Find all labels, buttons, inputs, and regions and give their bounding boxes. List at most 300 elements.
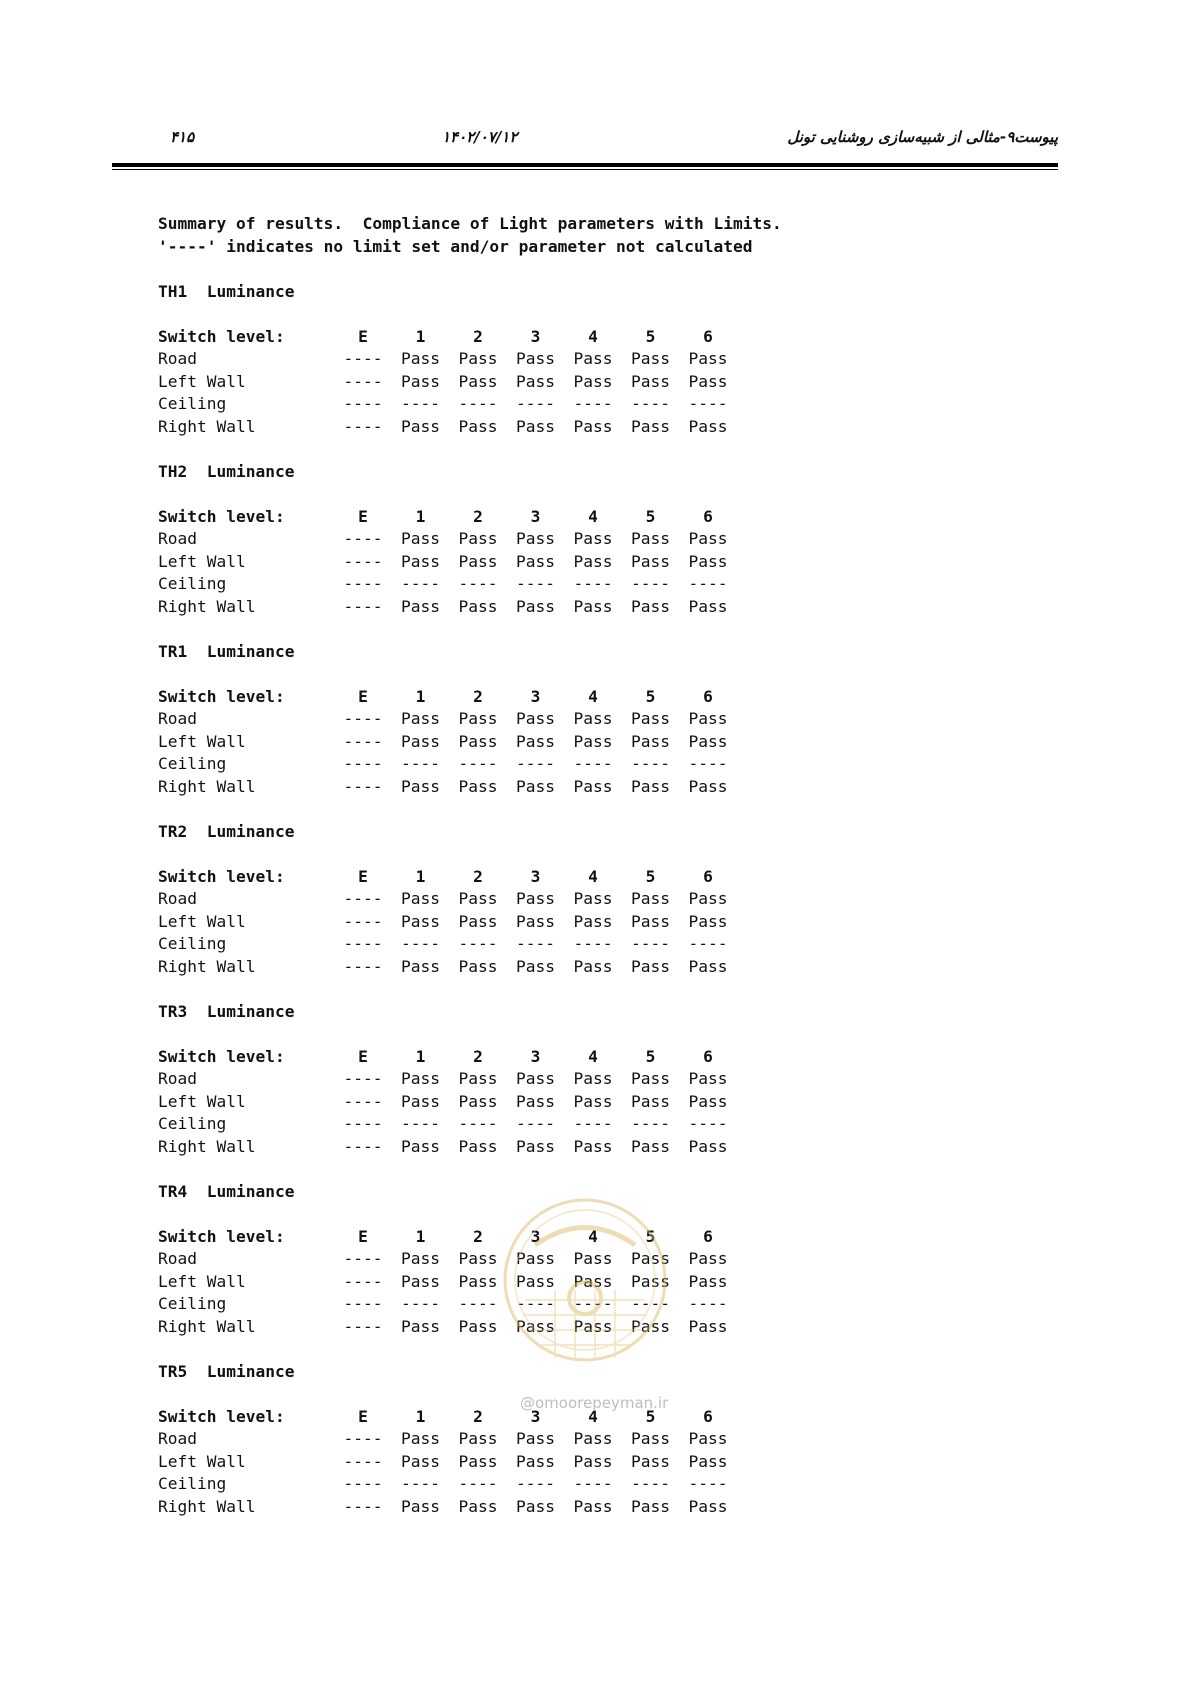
result-cell: Pass bbox=[631, 1249, 670, 1268]
result-cell: ---- bbox=[343, 1496, 383, 1516]
result-cell: ---- bbox=[688, 1294, 728, 1313]
level-header: 2 bbox=[473, 866, 483, 886]
result-cell: ---- bbox=[516, 394, 555, 413]
result-cell: Pass bbox=[573, 1136, 613, 1156]
result-cell: ---- bbox=[458, 1114, 498, 1133]
result-cell: ---- bbox=[343, 1474, 383, 1493]
result-cell: Pass bbox=[458, 596, 498, 616]
result-cell: ---- bbox=[343, 371, 383, 391]
result-cell: Pass bbox=[688, 1316, 728, 1336]
result-cell: Pass bbox=[401, 731, 440, 751]
row-label: Road bbox=[158, 1069, 197, 1088]
result-cell: Pass bbox=[688, 416, 728, 436]
result-cell: Pass bbox=[516, 1496, 555, 1516]
result-cell: ---- bbox=[343, 1294, 383, 1313]
result-cell: Pass bbox=[573, 416, 613, 436]
result-cell: ---- bbox=[573, 394, 613, 413]
level-header: 4 bbox=[588, 506, 598, 526]
row-label: Left Wall bbox=[158, 1091, 246, 1111]
row-label: Right Wall bbox=[158, 596, 256, 616]
row-label: Left Wall bbox=[158, 731, 246, 751]
row-label: Ceiling bbox=[158, 1474, 227, 1493]
result-cell: Pass bbox=[573, 1316, 613, 1336]
result-row bbox=[158, 1496, 782, 1519]
row-label: Left Wall bbox=[158, 551, 246, 571]
result-cell: Pass bbox=[688, 911, 728, 931]
result-cell: ---- bbox=[343, 911, 383, 931]
result-cell: Pass bbox=[688, 956, 728, 976]
result-row bbox=[158, 888, 782, 911]
result-cell: Pass bbox=[516, 1091, 555, 1111]
result-row bbox=[158, 528, 782, 551]
spacer bbox=[158, 1158, 782, 1181]
result-cell: Pass bbox=[516, 371, 555, 391]
spacer bbox=[158, 1383, 782, 1406]
header-date: ۱۴۰۲/۰۷/۱۲ bbox=[442, 128, 518, 146]
result-cell: ---- bbox=[458, 394, 498, 413]
report-body bbox=[158, 213, 782, 1518]
result-cell: Pass bbox=[516, 709, 555, 728]
section-title: TR1 Luminance bbox=[158, 641, 295, 661]
result-cell: Pass bbox=[631, 1069, 670, 1088]
result-row bbox=[158, 1271, 782, 1294]
row-label: Left Wall bbox=[158, 1271, 246, 1291]
switch-level-label: Switch level: bbox=[158, 326, 285, 346]
row-label: Right Wall bbox=[158, 956, 256, 976]
result-cell: Pass bbox=[458, 349, 498, 368]
row-label: Road bbox=[158, 889, 197, 908]
switch-level-label: Switch level: bbox=[158, 866, 285, 886]
level-header: 4 bbox=[588, 866, 598, 886]
page-number: ۴۱۵ bbox=[170, 128, 195, 146]
result-cell: Pass bbox=[688, 1136, 728, 1156]
result-cell: ---- bbox=[573, 754, 613, 773]
result-cell: ---- bbox=[688, 1114, 728, 1133]
result-cell: Pass bbox=[573, 1429, 613, 1448]
row-label: Road bbox=[158, 1429, 197, 1448]
level-header: E bbox=[358, 866, 368, 886]
row-label: Left Wall bbox=[158, 1451, 246, 1471]
result-cell: Pass bbox=[401, 529, 440, 548]
level-header: 2 bbox=[473, 686, 483, 706]
result-cell: ---- bbox=[573, 1474, 613, 1493]
switch-level-label: Switch level: bbox=[158, 686, 285, 706]
level-header: 5 bbox=[645, 1046, 656, 1066]
result-cell: Pass bbox=[516, 911, 555, 931]
result-cell: Pass bbox=[573, 371, 613, 391]
result-cell: Pass bbox=[573, 1451, 613, 1471]
result-cell: Pass bbox=[573, 1091, 613, 1111]
result-cell: Pass bbox=[631, 1271, 670, 1291]
result-cell: Pass bbox=[688, 529, 728, 548]
result-cell: Pass bbox=[631, 911, 670, 931]
result-row bbox=[158, 933, 782, 956]
spacer bbox=[158, 258, 782, 281]
level-header: 5 bbox=[645, 866, 656, 886]
level-header: 2 bbox=[473, 1226, 483, 1246]
result-cell: Pass bbox=[458, 1136, 498, 1156]
result-cell: Pass bbox=[458, 1091, 498, 1111]
level-header: 5 bbox=[645, 506, 656, 526]
result-cell: Pass bbox=[516, 416, 555, 436]
result-cell: Pass bbox=[631, 371, 670, 391]
result-row bbox=[158, 1136, 782, 1159]
result-row bbox=[158, 1113, 782, 1136]
level-header: E bbox=[358, 1406, 368, 1426]
row-label: Right Wall bbox=[158, 416, 256, 436]
section-title: TR4 Luminance bbox=[158, 1181, 295, 1201]
result-row bbox=[158, 1473, 782, 1496]
result-cell: Pass bbox=[688, 551, 728, 571]
result-cell: Pass bbox=[516, 731, 555, 751]
level-header: E bbox=[358, 1226, 368, 1246]
result-cell: Pass bbox=[401, 1496, 440, 1516]
results-sections bbox=[158, 258, 782, 1518]
row-label: Right Wall bbox=[158, 1316, 256, 1336]
level-header: 4 bbox=[588, 326, 598, 346]
result-row bbox=[158, 753, 782, 776]
result-cell: ---- bbox=[343, 394, 383, 413]
result-cell: Pass bbox=[573, 776, 613, 796]
watermark-logo-icon bbox=[495, 1190, 675, 1390]
result-cell: ---- bbox=[343, 596, 383, 616]
level-header: 3 bbox=[530, 1046, 541, 1066]
result-cell: Pass bbox=[516, 349, 555, 368]
result-cell: Pass bbox=[516, 1429, 555, 1448]
result-cell: ---- bbox=[516, 754, 555, 773]
level-header: E bbox=[358, 326, 368, 346]
result-cell: ---- bbox=[343, 529, 383, 548]
result-cell: Pass bbox=[688, 1496, 728, 1516]
result-cell: Pass bbox=[401, 911, 440, 931]
result-cell: Pass bbox=[573, 551, 613, 571]
level-header: 1 bbox=[415, 1046, 426, 1066]
result-cell: Pass bbox=[401, 956, 440, 976]
level-header: 5 bbox=[645, 686, 656, 706]
result-cell: Pass bbox=[631, 349, 670, 368]
row-label: Ceiling bbox=[158, 574, 227, 593]
result-cell: Pass bbox=[631, 1316, 670, 1336]
result-cell: ---- bbox=[343, 1091, 383, 1111]
result-cell: Pass bbox=[516, 1271, 555, 1291]
result-row bbox=[158, 596, 782, 619]
result-cell: ---- bbox=[343, 1271, 383, 1291]
level-header: 4 bbox=[588, 1226, 598, 1246]
result-cell: ---- bbox=[631, 934, 670, 953]
level-header: 1 bbox=[415, 326, 426, 346]
result-cell: Pass bbox=[631, 416, 670, 436]
switch-level-row bbox=[158, 506, 782, 529]
switch-level-label: Switch level: bbox=[158, 1046, 285, 1066]
row-label: Ceiling bbox=[158, 754, 227, 773]
section-title: TR3 Luminance bbox=[158, 1001, 295, 1021]
result-cell: ---- bbox=[516, 1294, 555, 1313]
level-header: 6 bbox=[703, 1046, 713, 1066]
header-title: پیوست۹-مثالی از شبیه‌سازی روشنایی تونل bbox=[787, 128, 1058, 146]
section-title: TH1 Luminance bbox=[158, 281, 295, 301]
result-cell: Pass bbox=[458, 371, 498, 391]
result-cell: ---- bbox=[343, 1451, 383, 1471]
level-header: 6 bbox=[703, 866, 713, 886]
result-cell: ---- bbox=[631, 574, 670, 593]
summary-heading: Summary of results. Compliance of Light parameters with Limits. bbox=[158, 214, 782, 233]
result-cell: Pass bbox=[688, 1069, 728, 1088]
result-cell: Pass bbox=[573, 529, 613, 548]
level-header: 1 bbox=[415, 1226, 426, 1246]
header-rule-thin bbox=[112, 169, 1058, 170]
result-cell: ---- bbox=[343, 1136, 383, 1156]
result-cell: ---- bbox=[458, 754, 498, 773]
row-label: Left Wall bbox=[158, 371, 246, 391]
result-cell: Pass bbox=[401, 1091, 440, 1111]
level-header: 6 bbox=[703, 1226, 713, 1246]
result-cell: ---- bbox=[631, 1294, 670, 1313]
result-cell: Pass bbox=[688, 371, 728, 391]
result-cell: Pass bbox=[631, 1136, 670, 1156]
result-cell: Pass bbox=[631, 551, 670, 571]
result-row bbox=[158, 1248, 782, 1271]
result-row bbox=[158, 573, 782, 596]
spacer bbox=[158, 663, 782, 686]
result-cell: ---- bbox=[343, 934, 383, 953]
result-cell: Pass bbox=[688, 1451, 728, 1471]
result-cell: ---- bbox=[401, 754, 440, 773]
result-cell: Pass bbox=[458, 416, 498, 436]
result-row bbox=[158, 708, 782, 731]
result-cell: Pass bbox=[516, 596, 555, 616]
switch-level-label: Switch level: bbox=[158, 1226, 285, 1246]
result-cell: Pass bbox=[688, 596, 728, 616]
spacer bbox=[158, 978, 782, 1001]
result-cell: Pass bbox=[688, 1249, 728, 1268]
result-cell: Pass bbox=[573, 596, 613, 616]
result-cell: ---- bbox=[516, 1474, 555, 1493]
result-row bbox=[158, 1293, 782, 1316]
result-cell: Pass bbox=[516, 1451, 555, 1471]
result-cell: ---- bbox=[343, 776, 383, 796]
result-cell: Pass bbox=[631, 596, 670, 616]
result-cell: Pass bbox=[401, 416, 440, 436]
level-header: 6 bbox=[703, 1406, 713, 1426]
result-cell: Pass bbox=[573, 911, 613, 931]
result-cell: Pass bbox=[516, 1249, 555, 1268]
level-header: 6 bbox=[703, 686, 713, 706]
result-row bbox=[158, 956, 782, 979]
level-header: 6 bbox=[703, 326, 713, 346]
level-header: 3 bbox=[530, 326, 541, 346]
result-cell: ---- bbox=[343, 956, 383, 976]
result-cell: ---- bbox=[343, 349, 383, 368]
result-cell: Pass bbox=[458, 551, 498, 571]
section-title: TR5 Luminance bbox=[158, 1361, 295, 1381]
result-cell: Pass bbox=[401, 1271, 440, 1291]
result-cell: Pass bbox=[573, 1496, 613, 1516]
spacer bbox=[158, 303, 782, 326]
result-cell: Pass bbox=[401, 1069, 440, 1088]
result-cell: ---- bbox=[343, 1316, 383, 1336]
page-header bbox=[112, 128, 1058, 166]
result-cell: Pass bbox=[458, 1271, 498, 1291]
result-cell: ---- bbox=[458, 1294, 498, 1313]
row-label: Left Wall bbox=[158, 911, 246, 931]
level-header: 5 bbox=[645, 326, 656, 346]
result-cell: Pass bbox=[631, 1451, 670, 1471]
result-cell: Pass bbox=[401, 1451, 440, 1471]
result-cell: Pass bbox=[631, 1496, 670, 1516]
result-cell: Pass bbox=[573, 1249, 613, 1268]
level-header: 5 bbox=[645, 1406, 656, 1426]
spacer bbox=[158, 438, 782, 461]
result-cell: Pass bbox=[516, 956, 555, 976]
result-row bbox=[158, 1068, 782, 1091]
level-header: 1 bbox=[415, 1406, 426, 1426]
level-header: 3 bbox=[530, 506, 541, 526]
level-header: E bbox=[358, 506, 368, 526]
result-cell: Pass bbox=[458, 776, 498, 796]
summary-note: '----' indicates no limit set and/or parameter not calculated bbox=[158, 236, 753, 256]
switch-level-row bbox=[158, 866, 782, 889]
result-cell: Pass bbox=[458, 1451, 498, 1471]
result-cell: Pass bbox=[631, 529, 670, 548]
spacer bbox=[158, 618, 782, 641]
level-header: E bbox=[358, 1046, 368, 1066]
result-cell: Pass bbox=[573, 1069, 613, 1088]
row-label: Ceiling bbox=[158, 934, 227, 953]
result-cell: Pass bbox=[516, 1136, 555, 1156]
result-cell: ---- bbox=[343, 1249, 383, 1268]
result-cell: Pass bbox=[516, 889, 555, 908]
result-cell: Pass bbox=[631, 1091, 670, 1111]
switch-level-row bbox=[158, 1406, 782, 1429]
spacer bbox=[158, 1338, 782, 1361]
level-header: 3 bbox=[530, 1406, 541, 1426]
result-cell: Pass bbox=[688, 1429, 728, 1448]
row-label: Road bbox=[158, 529, 197, 548]
row-label: Road bbox=[158, 349, 197, 368]
result-cell: ---- bbox=[343, 1069, 383, 1088]
result-cell: Pass bbox=[458, 1249, 498, 1268]
row-label: Road bbox=[158, 1249, 197, 1268]
result-row bbox=[158, 551, 782, 574]
result-cell: Pass bbox=[516, 529, 555, 548]
result-cell: Pass bbox=[688, 709, 728, 728]
result-cell: ---- bbox=[688, 934, 728, 953]
result-cell: Pass bbox=[573, 889, 613, 908]
switch-level-row bbox=[158, 1046, 782, 1069]
watermark-text: @omoorepeyman.ir bbox=[520, 1394, 669, 1412]
level-header: 3 bbox=[530, 686, 541, 706]
result-row bbox=[158, 731, 782, 754]
result-cell: Pass bbox=[401, 709, 440, 728]
result-cell: ---- bbox=[343, 754, 383, 773]
result-cell: Pass bbox=[688, 1091, 728, 1111]
result-cell: ---- bbox=[401, 1294, 440, 1313]
result-cell: Pass bbox=[458, 1316, 498, 1336]
result-cell: ---- bbox=[401, 1474, 440, 1493]
result-cell: Pass bbox=[631, 1429, 670, 1448]
result-cell: Pass bbox=[688, 349, 728, 368]
result-cell: Pass bbox=[516, 551, 555, 571]
header-rule bbox=[112, 163, 1058, 167]
result-cell: Pass bbox=[573, 709, 613, 728]
switch-level-label: Switch level: bbox=[158, 506, 285, 526]
result-row bbox=[158, 348, 782, 371]
result-cell: ---- bbox=[631, 394, 670, 413]
level-header: 1 bbox=[415, 866, 426, 886]
result-cell: ---- bbox=[573, 1294, 613, 1313]
result-cell: ---- bbox=[343, 731, 383, 751]
result-cell: Pass bbox=[458, 911, 498, 931]
result-cell: Pass bbox=[631, 709, 670, 728]
result-cell: Pass bbox=[573, 1271, 613, 1291]
row-label: Ceiling bbox=[158, 394, 227, 413]
result-cell: ---- bbox=[401, 394, 440, 413]
result-cell: Pass bbox=[458, 529, 498, 548]
result-cell: ---- bbox=[458, 574, 498, 593]
spacer bbox=[158, 843, 782, 866]
row-label: Right Wall bbox=[158, 1496, 256, 1516]
result-cell: Pass bbox=[688, 889, 728, 908]
result-cell: Pass bbox=[688, 731, 728, 751]
switch-level-row bbox=[158, 686, 782, 709]
level-header: 2 bbox=[473, 326, 483, 346]
result-cell: Pass bbox=[401, 1429, 440, 1448]
level-header: 2 bbox=[473, 506, 483, 526]
result-cell: ---- bbox=[401, 1114, 440, 1133]
result-cell: ---- bbox=[631, 1474, 670, 1493]
result-cell: Pass bbox=[631, 731, 670, 751]
result-cell: ---- bbox=[343, 889, 383, 908]
result-cell: ---- bbox=[688, 1474, 728, 1493]
row-label: Ceiling bbox=[158, 1114, 227, 1133]
result-cell: Pass bbox=[573, 731, 613, 751]
result-row bbox=[158, 1451, 782, 1474]
level-header: 5 bbox=[645, 1226, 656, 1246]
result-cell: Pass bbox=[573, 349, 613, 368]
row-label: Right Wall bbox=[158, 776, 256, 796]
level-header: E bbox=[358, 686, 368, 706]
result-cell: Pass bbox=[458, 709, 498, 728]
spacer bbox=[158, 1203, 782, 1226]
result-cell: Pass bbox=[401, 596, 440, 616]
result-cell: ---- bbox=[516, 574, 555, 593]
level-header: 3 bbox=[530, 866, 541, 886]
switch-level-row bbox=[158, 1226, 782, 1249]
result-row bbox=[158, 1316, 782, 1339]
result-cell: ---- bbox=[343, 1114, 383, 1133]
result-cell: Pass bbox=[401, 1136, 440, 1156]
result-cell: ---- bbox=[343, 416, 383, 436]
result-cell: Pass bbox=[401, 349, 440, 368]
level-header: 4 bbox=[588, 1046, 598, 1066]
level-header: 4 bbox=[588, 1406, 598, 1426]
level-header: 6 bbox=[703, 506, 713, 526]
result-row bbox=[158, 416, 782, 439]
result-row bbox=[158, 776, 782, 799]
result-cell: ---- bbox=[343, 1429, 383, 1448]
result-cell: Pass bbox=[631, 956, 670, 976]
result-cell: Pass bbox=[458, 731, 498, 751]
result-cell: ---- bbox=[343, 574, 383, 593]
result-cell: Pass bbox=[458, 889, 498, 908]
result-row bbox=[158, 1428, 782, 1451]
result-row bbox=[158, 911, 782, 934]
result-cell: Pass bbox=[573, 956, 613, 976]
result-cell: Pass bbox=[401, 1249, 440, 1268]
result-row bbox=[158, 393, 782, 416]
spacer bbox=[158, 798, 782, 821]
result-cell: Pass bbox=[516, 1069, 555, 1088]
